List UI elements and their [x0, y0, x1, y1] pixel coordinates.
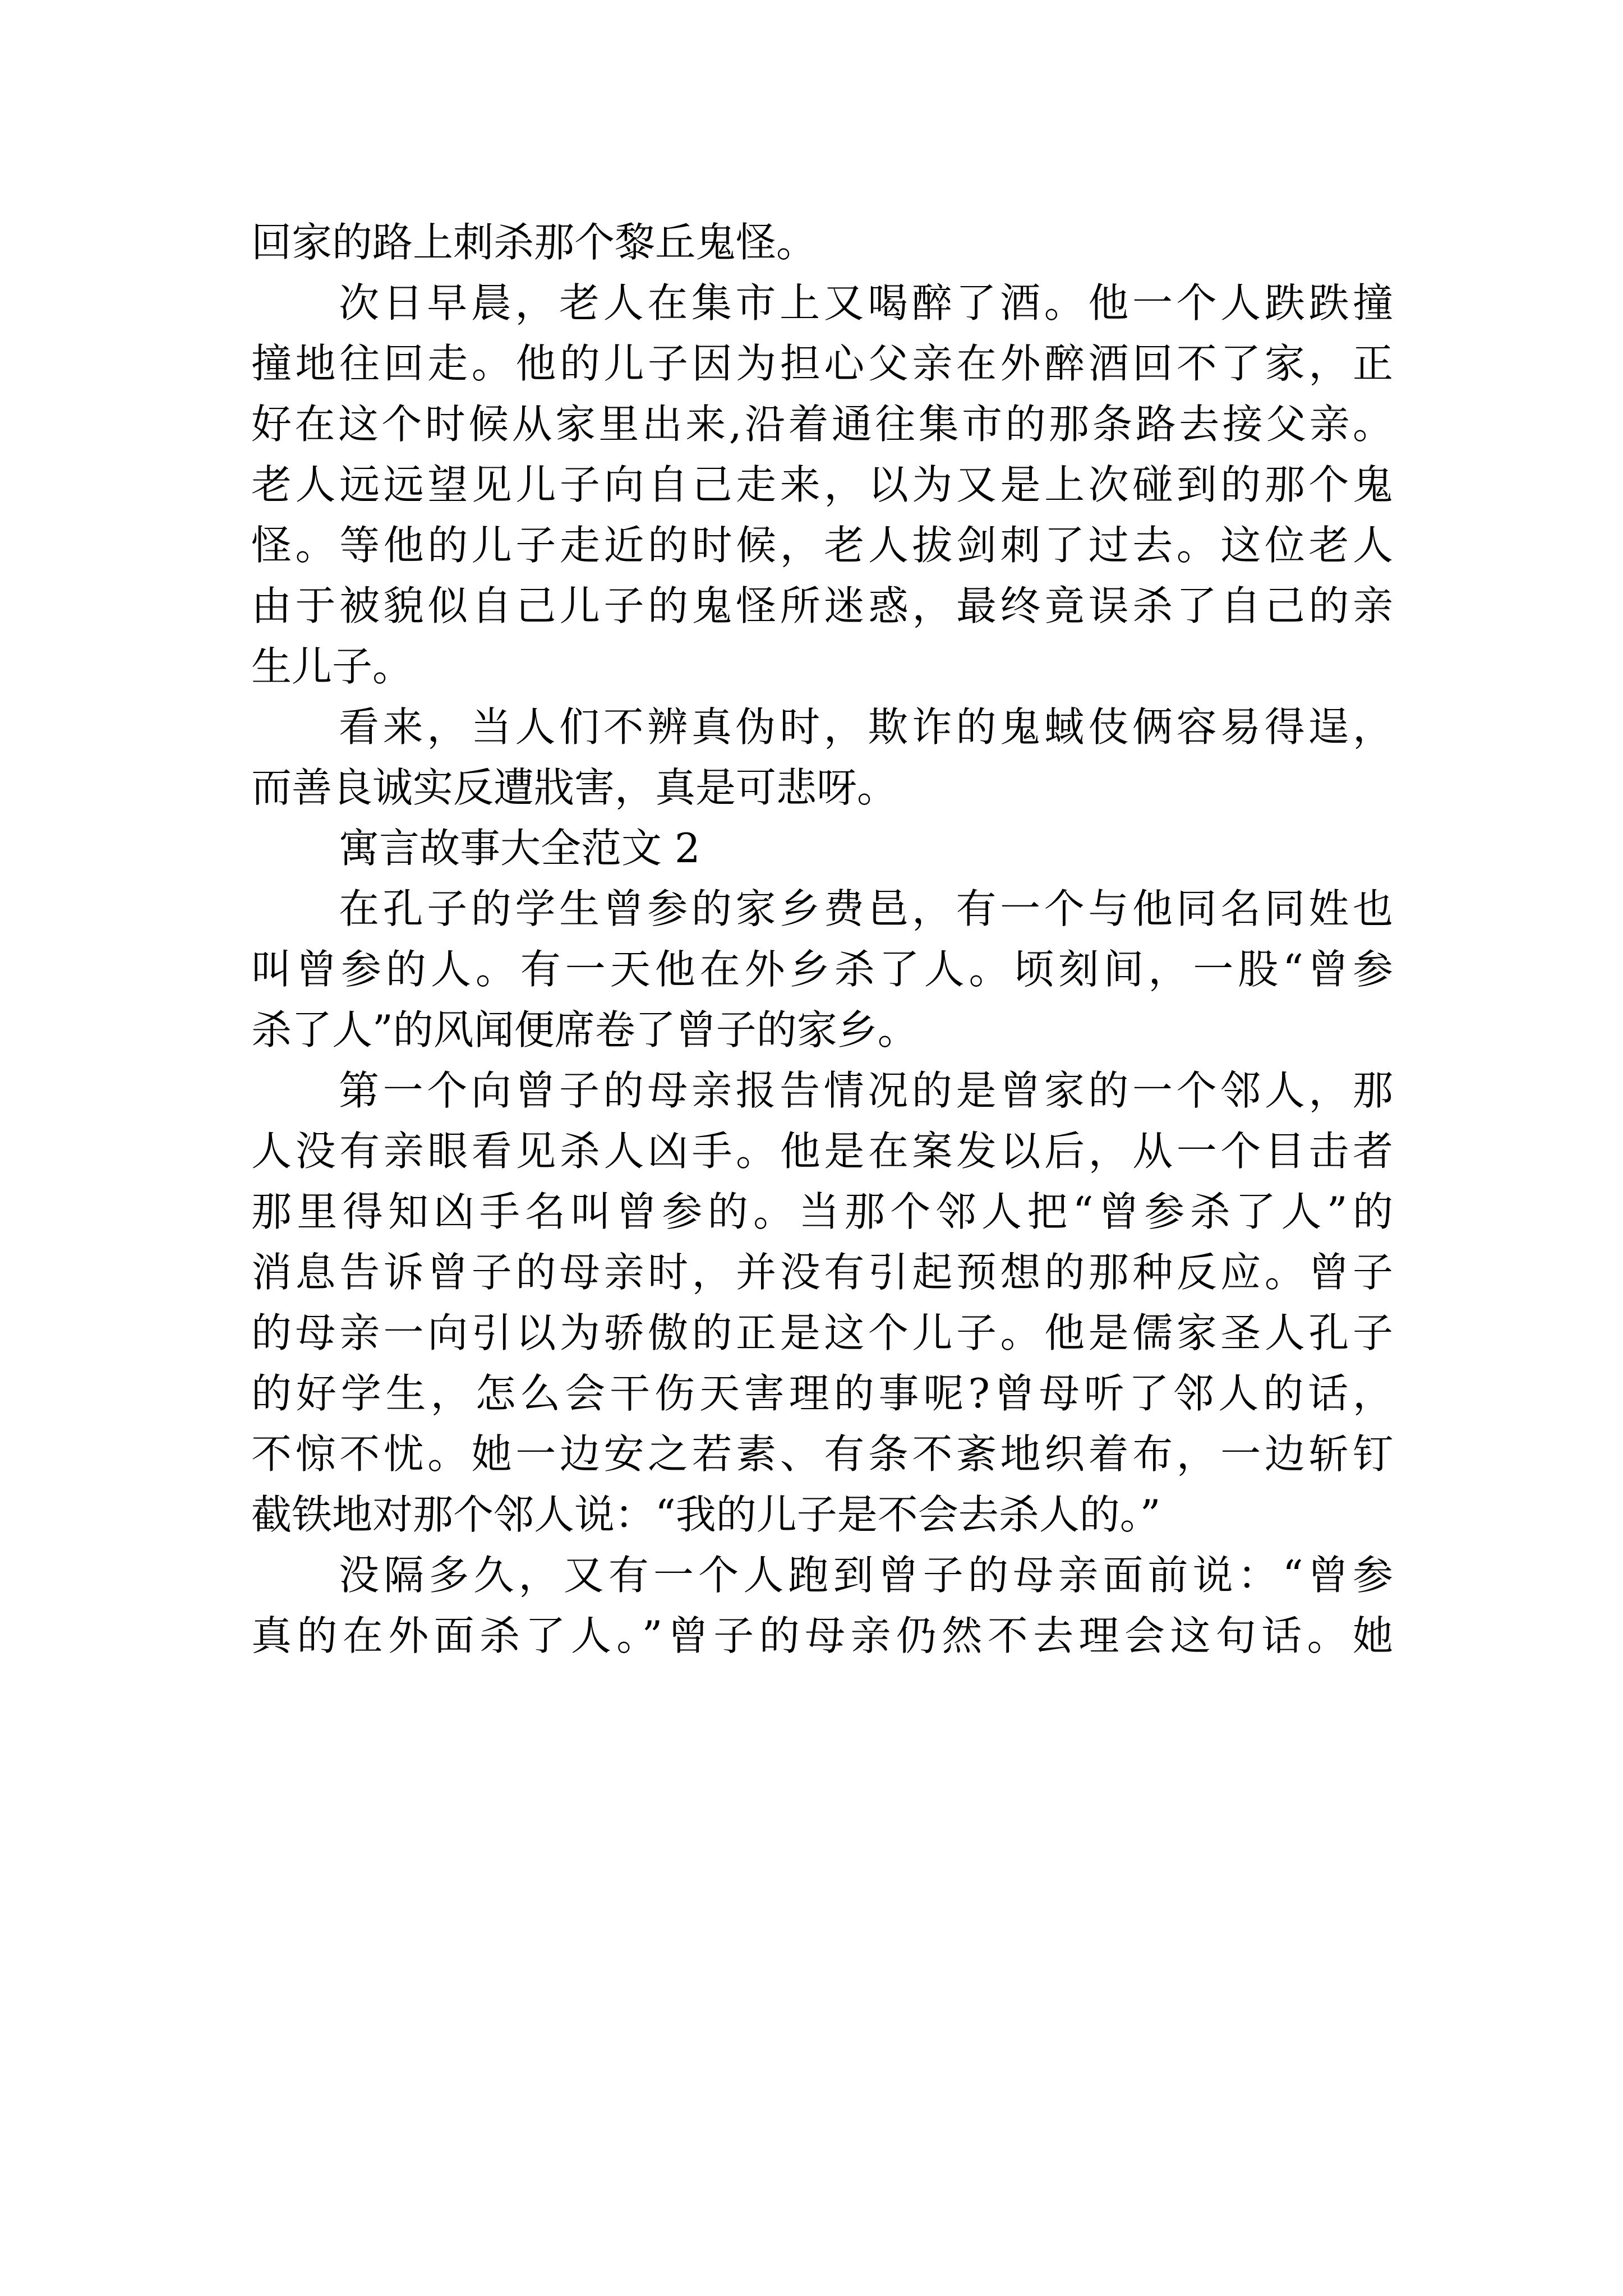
paragraph-line: 生儿子。: [251, 643, 413, 690]
paragraph-line: 叫曾参的人。有一天他在外乡杀了人。顷刻间，一股“曾参: [251, 946, 1393, 993]
paragraph-line: 在孔子的学生曾参的家乡费邑，有一个与他同名同姓也: [339, 885, 1393, 932]
paragraph-line: 好在这个时候从家里出来,沿着通往集市的那条路去接父亲。: [251, 401, 1393, 448]
paragraph-line: 撞地往回走。他的儿子因为担心父亲在外醉酒回不了家，正: [251, 340, 1393, 387]
paragraph-line: 的母亲一向引以为骄傲的正是这个儿子。他是儒家圣人孔子: [251, 1309, 1393, 1356]
paragraph-line: 没隔多久，又有一个人跑到曾子的母亲面前说：“曾参: [339, 1552, 1393, 1599]
paragraph-line: 而善良诚实反遭戕害，真是可悲呀。: [251, 764, 898, 811]
paragraph-line: 那里得知凶手名叫曾参的。当那个邻人把“曾参杀了人”的: [251, 1188, 1393, 1235]
paragraph-line: 怪。等他的儿子走近的时候，老人拔剑刺了过去。这位老人: [251, 522, 1393, 569]
paragraph-line: 杀了人”的风闻便席卷了曾子的家乡。: [251, 1006, 918, 1053]
paragraph-line: 真的在外面杀了人。”曾子的母亲仍然不去理会这句话。她: [251, 1612, 1393, 1659]
paragraph-line: 第一个向曾子的母亲报告情况的是曾家的一个邻人，那: [339, 1067, 1393, 1114]
paragraph-line: 回家的路上刺杀那个黎丘鬼怪。: [251, 219, 817, 266]
paragraph-line: 不惊不忧。她一边安之若素、有条不紊地织着布，一边斩钉: [251, 1430, 1393, 1478]
paragraph-line: 看来，当人们不辨真伪时，欺诈的鬼蜮伎俩容易得逞，: [339, 703, 1393, 751]
paragraph-line: 的好学生，怎么会干伤天害理的事呢?曾母听了邻人的话，: [251, 1370, 1393, 1417]
paragraph-line: 老人远远望见儿子向自己走来，以为又是上次碰到的那个鬼: [251, 461, 1393, 508]
section-heading: 寓言故事大全范文 2: [339, 825, 700, 872]
paragraph-line: 次日早晨，老人在集市上又喝醉了酒。他一个人跌跌撞: [339, 279, 1393, 326]
body-text: [251, 212, 1393, 1666]
paragraph-line: 由于被貌似自己儿子的鬼怪所迷惑，最终竟误杀了自己的亲: [251, 582, 1393, 629]
paragraph-line: 人没有亲眼看见杀人凶手。他是在案发以后，从一个目击者: [251, 1128, 1393, 1175]
paragraph-line: 截铁地对那个邻人说：“我的儿子是不会去杀人的。”: [251, 1491, 1161, 1538]
paragraph-line: 消息告诉曾子的母亲时，并没有引起预想的那种反应。曾子: [251, 1249, 1393, 1296]
